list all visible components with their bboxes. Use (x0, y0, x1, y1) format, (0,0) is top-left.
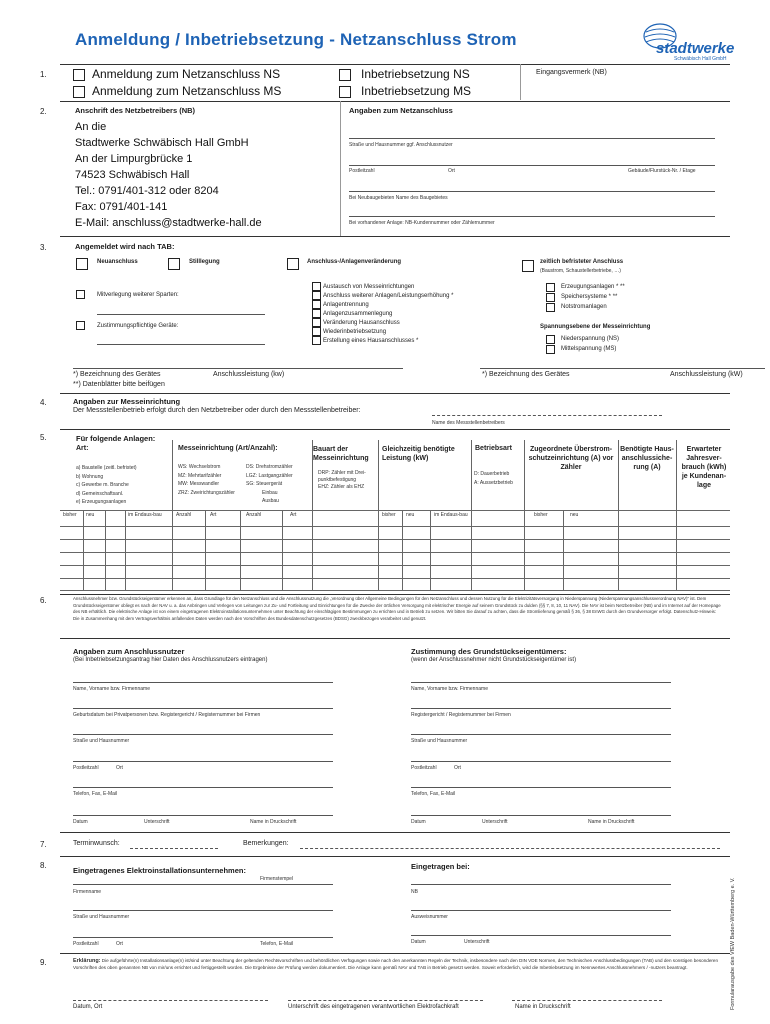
subheader-cell: neu (570, 512, 579, 518)
label-zustimmung: Zustimmungspflichtige Geräte: (97, 323, 179, 329)
bauart-heading: Bauart der Messeinrichtung (313, 446, 369, 462)
mess-item: MW: Messwandler (178, 481, 220, 487)
checkbox-change-option[interactable] (312, 318, 321, 327)
checkbox-change-option[interactable] (312, 291, 321, 300)
table-line (676, 440, 677, 590)
change-option-label: Veränderung Hausanschluss (323, 319, 400, 326)
owner-postal-label: Postleitzahl (411, 765, 437, 771)
table-line (402, 510, 403, 590)
art-item: e) Erzeugungsanlagen (76, 499, 127, 505)
betrieb-item: A: Aussetzbetrieb (474, 479, 513, 486)
bemerkungen-label: Bemerkungen: (243, 840, 289, 847)
checkbox-change-option[interactable] (312, 282, 321, 291)
table-line (60, 526, 730, 527)
checkbox-anmeldung-ms[interactable] (73, 86, 85, 98)
subheader-cell: bisher (382, 512, 396, 518)
netzanschluss-heading: Angaben zum Netzanschluss (349, 106, 453, 115)
owner-register-field[interactable] (411, 708, 671, 709)
label-mitverlegung: Mitverlegung weiterer Sparten: (97, 292, 179, 298)
table-line (378, 440, 379, 590)
label-befristet: zeitlich befristeter Anschluss (540, 259, 624, 265)
nutzer-postal-field[interactable] (73, 761, 333, 762)
voltage-option-label: Niederspannung (NS) (561, 336, 620, 342)
table-line (430, 510, 431, 590)
checkbox-befristet[interactable] (522, 260, 534, 272)
bauart-list (318, 470, 380, 491)
nutzer-signature-label: Unterschrift (144, 819, 170, 825)
owner-signature-field[interactable] (411, 815, 671, 816)
label-inbetrieb-ns: Inbetriebsetzung NS (361, 67, 470, 81)
installer-street-field[interactable] (73, 910, 333, 911)
kundennummer-field[interactable] (349, 216, 715, 217)
section-number: 8. (40, 861, 47, 870)
spannung-heading: Spannungsebene der Messeinrichtung (540, 324, 651, 330)
betrieb-heading: Betriebsart (475, 445, 512, 452)
ausweis-label: Ausweisnummer (411, 914, 448, 920)
owner-signature-label: Unterschrift (482, 819, 508, 825)
anlagen-table (60, 430, 730, 590)
messstellenbetreiber-field[interactable] (432, 415, 662, 416)
owner-contact-field[interactable] (411, 787, 671, 788)
mess-heading: Messeinrichtung (Art/Anzahl): (178, 445, 278, 452)
table-line (60, 590, 730, 591)
mess-item: LGZ: Lastgangzähler (246, 472, 293, 479)
owner-city-label: Ort (454, 765, 461, 771)
installer-name-field[interactable] (73, 884, 333, 885)
section-number: 2. (40, 107, 47, 116)
change-option-label: Erstellung eines Hausanschlusses * (323, 337, 419, 344)
installer-name-label: Firmenname (73, 889, 102, 895)
ausweis-field[interactable] (411, 910, 671, 911)
nutzer-contact-field[interactable] (73, 787, 333, 788)
nutzer-printname-label: Name in Druckschrift (250, 819, 297, 825)
label-neuanschluss: Neuanschluss (97, 259, 138, 265)
neubaugebiet-field[interactable] (349, 191, 715, 192)
divider (60, 101, 730, 102)
street-label: Straße und Hausnummer ggf. Anschlussnutzer (349, 142, 453, 148)
bauart-item: EHZ: Zähler als EHZ (318, 484, 365, 490)
sig-printname-field[interactable] (512, 1000, 662, 1001)
change-option-label: Anschluss weiterer Anlagen/Leistungserhöhung * (323, 292, 454, 299)
footnote-device-right: *) Bezeichnung des Gerätes (482, 371, 570, 378)
erwart-heading: Erwarteter Jahresver-brauch (kWh) je Kundenan-lage (681, 446, 727, 489)
eingetragen-heading: Eingetragen bei: (411, 862, 470, 871)
nutzer-signature-field[interactable] (73, 815, 333, 816)
installer-city-label: Ort (116, 941, 123, 947)
sig-printname-label: Name in Druckschrift (515, 1004, 571, 1010)
section-number: 4. (40, 398, 47, 407)
installer-postal-field[interactable] (73, 937, 333, 938)
nutzer-city-label: Ort (116, 765, 123, 771)
postal-field[interactable] (349, 165, 715, 166)
divider (60, 236, 730, 237)
erklaerung-label: Erklärung: (73, 958, 101, 964)
sig-signature-field[interactable] (288, 1000, 483, 1001)
generation-option-label: Erzeugungsanlagen * ** (561, 284, 625, 290)
subheader-cell: bisher (534, 512, 548, 518)
table-line (471, 440, 472, 590)
eingetragen-sign-field[interactable] (411, 935, 671, 936)
mess-item: DS: Drehstromzähler (246, 464, 293, 470)
eigentuemer-heading: Zustimmung des Grundstückseigentümers: (411, 647, 567, 656)
owner-contact-label: Telefon, Fax, E-Mail (411, 791, 456, 797)
checkbox-change-option[interactable] (312, 309, 321, 318)
owner-postal-field[interactable] (411, 761, 671, 762)
section-number: 1. (40, 70, 47, 79)
label-inbetrieb-ms: Inbetriebsetzung MS (361, 84, 472, 98)
table-line (60, 552, 730, 553)
owner-street-field[interactable] (411, 734, 671, 735)
sig-signature-label: Unterschrift des eingetragenen verantwortlichen Elektrofachkraft (288, 1004, 459, 1010)
erklaerung-body: Die aufgeführte(n) Installationsanlage(n) ist/sind unter Beachtung der geltenden Rechtsvorschriften und behördlichen Verfügungen sowie nach den anerkannten Regeln der Technik, insbesondere nach den DIN VDE Normen, den Technischen Anschlussbedingungen (TAB) und den sonstigen besonderen Vorschriften des oben genannten NB von mir/uns errichtet und fertiggestellt worden. Die Ergebnisse der Prüfung werden dokumentiert. Die Anlage kann gemäß NAV und TAB in Betrieb gesetzt werden. Soweit erforderlich, wird die Inbetriebsetzung im Nennwertes Anschlussnehmers / -nutzers beantragt. (73, 958, 719, 970)
checkbox-generation-option[interactable] (546, 293, 555, 302)
divider (60, 638, 730, 639)
gleich-heading: Gleichzeitig benötigte Leistung (kW) (382, 446, 455, 462)
checkbox-stilllegung[interactable] (168, 258, 180, 270)
page-title: Anmeldung / Inbetriebsetzung - Netzanschluss Strom (75, 30, 517, 49)
zustimmung-field[interactable] (97, 344, 265, 345)
address-line: Fax: 0791/401-141 (75, 201, 168, 213)
checkbox-mitverlegung[interactable] (76, 290, 85, 299)
nutzer-register-label: Geburtsdatum bei Privatpersonen bzw. Registergericht / Registernummer bei Firmen (73, 712, 261, 718)
netzbetreiber-address (75, 119, 262, 231)
footnote-datasheet: **) Datenblätter bitte beifügen (73, 381, 165, 388)
section-number: 9. (40, 958, 47, 967)
divider (60, 393, 730, 394)
subheader-cell: neu (86, 512, 95, 518)
divider (60, 856, 730, 857)
table-line (172, 440, 173, 590)
checkbox-anlagenveraenderung[interactable] (287, 258, 299, 270)
logo-subtext: Schwäbisch Hall GmbH (674, 56, 727, 62)
section-number: 5. (40, 433, 47, 442)
change-options-list (312, 282, 453, 345)
divider (520, 64, 521, 100)
table-line (60, 578, 730, 579)
mess-item: WS: Wechselstrom (178, 464, 221, 470)
checkbox-generation-option[interactable] (546, 283, 555, 292)
checkbox-anmeldung-ns[interactable] (73, 69, 85, 81)
mitverlegung-field[interactable] (97, 314, 265, 315)
sig-date-label: Datum, Ort (73, 1004, 103, 1010)
messstellenbetreiber-label: Name des Messstellenbetreibers (432, 420, 505, 426)
art-item: c) Gewerbe m. Branche (76, 482, 129, 488)
terminwunsch-field[interactable] (130, 848, 218, 849)
label-stilllegung: Stilllegung (189, 259, 220, 265)
subheader-cell: Art (290, 512, 297, 518)
label-befristet-sub: (Baustrom, Schaustellerbetriebe, …) (540, 268, 621, 274)
neubaugebiet-label: Bei Neubaugebieten Name des Baugebietes (349, 195, 448, 201)
table-line (125, 510, 126, 590)
footnote-power-right: Anschlussleistung (kW) (670, 371, 743, 378)
stempel-label: Firmenstempel (260, 876, 294, 882)
postal-label: Postleitzahl (349, 168, 375, 174)
stadtwerke-logo (640, 22, 740, 64)
change-option-label: Anlagentrennung (323, 301, 369, 308)
voltage-options-list (546, 334, 619, 354)
subheader-cell: im Endaus-bau (434, 512, 468, 518)
eingetragen-date-label: Datum (411, 939, 426, 945)
bauart-item: DRP: Zähler mit Drei-punktbefestigung (318, 470, 366, 483)
nutzer-date-label: Datum (73, 819, 88, 825)
logo-text: stadtwerke (656, 40, 735, 57)
nutzer-register-field[interactable] (73, 708, 333, 709)
change-option-label: Austausch von Messeinrichtungen (323, 283, 415, 290)
anschlussnutzer-heading: Angaben zum Anschlussnutzer (73, 647, 185, 656)
checkbox-inbetrieb-ms[interactable] (339, 86, 351, 98)
street-field[interactable] (349, 138, 715, 139)
owner-name-label: Name, Vorname bzw. Firmenname (411, 686, 488, 692)
art-item: b) Wohnung (76, 473, 104, 480)
address-line: E-Mail: anschluss@stadtwerke-hall.de (75, 217, 262, 229)
art-item: a) Baustelle (zeitl. befristet) (76, 465, 137, 471)
checkbox-inbetrieb-ns[interactable] (339, 69, 351, 81)
installer-heading: Eingetragenes Elektroinstallationsunternehmen: (73, 866, 246, 875)
divider (60, 953, 730, 954)
address-line: An die (75, 121, 107, 133)
footnote-device: *) Bezeichnung des Gerätes (73, 371, 161, 378)
subheader-cell: Anzahl (246, 512, 262, 518)
table-line (618, 440, 619, 590)
tab-heading: Angemeldet wird nach TAB: (75, 242, 175, 251)
nutzer-street-field[interactable] (73, 734, 333, 735)
label-anmeldung-ns: Anmeldung zum Netzanschluss NS (92, 67, 281, 81)
betrieb-item: D: Dauerbetrieb (474, 471, 510, 477)
table-line (205, 510, 206, 590)
change-option-label: Wiederinbetriebsetzung (323, 328, 387, 335)
divider (60, 832, 730, 833)
benoet-heading: Benötigte Haus-anschlussiche-rung (A) (620, 446, 674, 471)
terminwunsch-label: Terminwunsch: (73, 840, 120, 847)
table-line (60, 565, 730, 566)
owner-street-label: Straße und Hausnummer (411, 738, 468, 744)
installer-street-label: Straße und Hausnummer (73, 914, 130, 920)
divider (60, 64, 730, 65)
device-field-right[interactable] (480, 368, 765, 369)
divider (340, 101, 341, 236)
owner-printname-label: Name in Druckschrift (588, 819, 635, 825)
divider (60, 594, 730, 595)
address-line: Stadtwerke Schwäbisch Hall GmbH (75, 137, 249, 149)
checkbox-voltage-option[interactable] (546, 345, 555, 354)
netzbetreiber-heading: Anschrift des Netzbetreibers (NB) (75, 106, 196, 115)
owner-name-field[interactable] (411, 682, 671, 683)
nav-notice-text: Anschlussnehmer bzw. Grundstückseigentümer erkennen an, dass Grundlage für den Netzanschluss und die Anschlussnutzung die „Verordnung über Allgemeine Bedingungen für den Netzanschluss und dessen Nutzung für die Elektrizitätsversorgung in Niederspannung (Niederspannungsanschlussverordnung NAV)“ ist. Dem Grundstückseigentümer obliegt es nach der NAV u. a. das Anbringen und Verlegen von Leitungen zur Zu- und Fortleitung und Einrichtungen für die Zwecke der örtlichen Versorgung mit elektrischer Energie auf seinem Grundstück zu dulden (§§ 7, 8, 10, 11 NAV). Die NAV ist beim Netzbetreiber (NB) und im Internet auf der Homepage des NB erhältlich. Die elektrische Anlage ist von einem eingetragenen Elektroinstallationsunternehmen unter Beachtung der einschlägigen Bestimmungen zu errichten und in Betrieb zu setzen. Wir bitten Sie darauf zu achten, dass die Stromlieferung gemäß § 36, § 38 EnWG durch den Grundversorger erfolgt. Datenschutz-Hinweis: Die in Zusammenhang mit dem Vertragsverhältnis anfallenden Daten werden nach den Vorschriften des Bundesdatenschutzgesetzes (BDSG) zweckbezogen verarbeitet und genutzt. (73, 596, 721, 621)
footnote-power: Anschlussleistung (kw) (213, 371, 285, 378)
messeinrichtung-heading: Angaben zur Messeinrichtung (73, 397, 181, 406)
mess-item: SG: Steuergerät (246, 481, 283, 487)
generation-option-label: Speichersysteme * ** (561, 294, 618, 300)
sig-date-field[interactable] (73, 1000, 268, 1001)
section-number: 3. (40, 243, 47, 252)
checkbox-generation-option[interactable] (546, 303, 555, 312)
label-anlagenveraenderung: Anschluss-/Anlagenveränderung (307, 259, 402, 265)
nutzer-name-field[interactable] (73, 682, 333, 683)
checkbox-voltage-option[interactable] (546, 335, 555, 344)
section-number: 7. (40, 840, 47, 849)
subheader-cell: neu (406, 512, 415, 518)
building-label: Gebäude/Flurstück-Nr. / Etage (628, 168, 696, 174)
subheader-cell: Anzahl (176, 512, 192, 518)
anschlussnutzer-sub: (Bei Inbetriebsetzungsantrag hier Daten des Anschlussnutzers eintragen) (73, 657, 268, 663)
owner-register-label: Registergericht / Registernummer bei Firmen (411, 712, 511, 718)
eingangsvermerk-label: Eingangsvermerk (NB) (536, 69, 607, 76)
mess-left-list (178, 463, 235, 497)
section-number: 6. (40, 596, 47, 605)
nutzer-street-label: Straße und Hausnummer (73, 738, 130, 744)
generation-option-label: Notstromanlagen (561, 304, 607, 310)
table-line (312, 440, 313, 590)
owner-date-label: Datum (411, 819, 426, 825)
label-anmeldung-ms: Anmeldung zum Netzanschluss MS (92, 84, 282, 98)
device-field[interactable] (73, 368, 403, 369)
eigentuemer-sub: (wenn der Anschlussnehmer nicht Grundstückseigentümer ist) (411, 657, 577, 663)
table-line (83, 510, 84, 590)
table-line (240, 510, 241, 590)
voltage-option-label: Mittelspannung (MS) (561, 346, 617, 352)
form-edition-note: Formularausgabe des VfEW Baden-Württemberg e. V. (730, 877, 736, 1010)
art-heading: Art: (76, 445, 89, 452)
subheader-cell: im Endaus-bau (128, 512, 162, 518)
mess-item: Einbau (262, 489, 278, 496)
table-line (282, 510, 283, 590)
mess-right-list (246, 463, 293, 497)
mess-item: ZRZ: Zweirichtungszähler (178, 489, 235, 496)
table-line (60, 510, 730, 511)
nutzer-postal-label: Postleitzahl (73, 765, 99, 771)
nutzer-contact-label: Telefon, Fax, E-Mail (73, 791, 118, 797)
nutzer-name-label: Name, Vorname bzw. Firmenname (73, 686, 150, 692)
bemerkungen-field[interactable] (300, 848, 720, 849)
checkbox-neuanschluss[interactable] (76, 258, 88, 270)
ausbau-label: Ausbau (262, 498, 279, 504)
address-line: Tel.: 0791/401-312 oder 8204 (75, 185, 219, 197)
eingetragen-nb-label: NB (411, 889, 418, 895)
address-line: 74523 Schwäbisch Hall (75, 169, 190, 181)
eingetragen-signature-label: Unterschrift (464, 939, 490, 945)
erklaerung-text (73, 958, 723, 972)
change-option-label: Anlagenzusammenlegung (323, 310, 393, 317)
art-list (76, 464, 137, 507)
checkbox-change-option[interactable] (312, 327, 321, 336)
city-label: Ort (448, 168, 455, 174)
checkbox-change-option[interactable] (312, 300, 321, 309)
mess-item: MZ: Mehrtarifzähler (178, 472, 222, 479)
table-line (563, 510, 564, 590)
anlagen-heading: Für folgende Anlagen: (76, 434, 156, 443)
checkbox-change-option[interactable] (312, 336, 321, 345)
art-item: d) Gemeinschaftsanl. (76, 490, 124, 497)
kundennummer-label: Bei vorhandener Anlage: NB-Kundennummer oder Zählernummer (349, 220, 495, 226)
messeinrichtung-text: Der Messstellenbetrieb erfolgt durch den Netzbetreiber oder durch den Messstellenbetreiber: (73, 407, 361, 414)
address-line: An der Limpurgbrücke 1 (75, 153, 193, 165)
installer-postal-label: Postleitzahl (73, 941, 99, 947)
zugeord-heading: Zugeordnete Überstrom-schutzeinrichtung (A) vor Zähler (528, 446, 614, 471)
table-line (60, 539, 730, 540)
table-line (524, 440, 525, 590)
subheader-cell: bisher (63, 512, 77, 518)
installer-contact-label: Telefon, E-Mail (260, 941, 294, 947)
table-line (105, 510, 106, 590)
subheader-cell: Art (210, 512, 217, 518)
checkbox-zustimmung[interactable] (76, 321, 85, 330)
eingetragen-nb-field[interactable] (411, 884, 671, 885)
generation-options-list (546, 282, 625, 312)
betrieb-list (474, 470, 513, 487)
